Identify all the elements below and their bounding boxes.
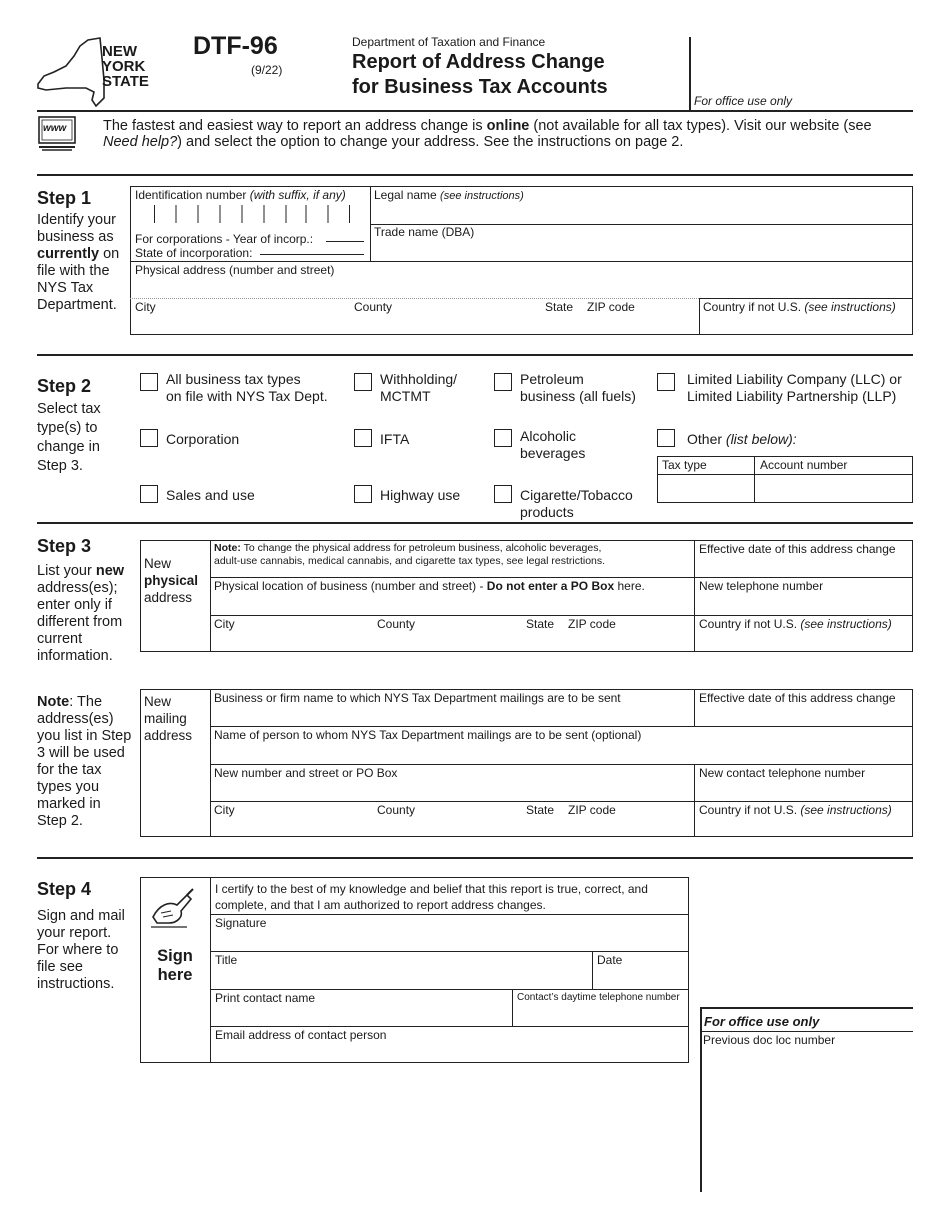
mailing-side-line2: mailing — [144, 711, 187, 726]
step1-title: Step 1 — [37, 188, 92, 208]
step3-note-text: : The address(es) you list in Step 3 will be used for the tax types you marked in Step 2. — [37, 694, 132, 829]
step1-desc-bold: currently — [37, 246, 100, 262]
account-number-field[interactable] — [756, 476, 912, 502]
step1-desc-part1: Identify your business as — [37, 212, 116, 245]
mailing-zip-label: ZIP code — [568, 803, 616, 817]
state-incorp-label: State of incorporation: — [135, 246, 253, 260]
mailing-side-line3: address — [144, 728, 193, 743]
mailing-city-state-zip-field[interactable] — [211, 818, 693, 836]
physical-effective-date-field[interactable] — [696, 557, 912, 576]
highway-use-label: Highway use — [380, 487, 461, 503]
physical-country-label — [699, 617, 892, 631]
online-note-text — [103, 118, 903, 150]
country-label — [703, 300, 896, 314]
legal-name-text: Legal name — [374, 188, 441, 202]
contact-daytime-phone-label: Contact’s daytime telephone number — [517, 992, 680, 1003]
here-line: here — [157, 966, 193, 984]
checkbox-withholding[interactable] — [354, 373, 372, 391]
new-telephone-label: New telephone number — [699, 579, 824, 593]
mailing-effective-date-field[interactable] — [696, 706, 912, 725]
year-incorp-field[interactable] — [326, 241, 364, 242]
mailing-side-line1: New — [144, 694, 172, 709]
business-name-field[interactable] — [211, 706, 693, 725]
mailing-country-text: Country if not U.S. — [699, 803, 801, 817]
petroleum-line2: business (all fuels) — [520, 388, 636, 404]
step2-description: Select tax type(s) to change in Step 3. — [37, 401, 101, 474]
physical-country-field[interactable] — [696, 632, 912, 651]
sign-line: Sign — [157, 947, 193, 965]
office-use-label: For office use only — [694, 94, 793, 108]
checkbox-all-business-tax-types[interactable] — [140, 373, 158, 391]
mailing-country-label — [699, 803, 892, 817]
other-text: Other — [687, 431, 726, 447]
online-note-part2: (not available for all tax types). Visit our website (see — [529, 118, 872, 134]
form-number: DTF-96 — [193, 32, 278, 60]
cigarette-line2: products — [520, 504, 574, 520]
new-telephone-field[interactable] — [696, 594, 912, 614]
contact-telephone-field[interactable] — [696, 781, 912, 800]
mailing-city-label: City — [214, 803, 235, 817]
tax-type-header: Tax type — [662, 458, 707, 472]
physical-country-italic: (see instructions) — [800, 617, 892, 631]
physical-state-label: State — [526, 617, 555, 631]
online-note-part3: ) and select the option to change your address. See the instructions on page 2. — [177, 134, 684, 150]
checkbox-sales-and-use[interactable] — [140, 485, 158, 503]
sales-and-use-label: Sales and use — [166, 487, 255, 503]
department-name: Department of Taxation and Finance — [352, 35, 546, 49]
hand-signing-icon — [147, 887, 197, 931]
mailing-county-label: County — [377, 803, 416, 817]
physical-location-part2: here. — [614, 579, 645, 593]
office-use-box-title: For office use only — [704, 1014, 820, 1029]
mailing-street-label: New number and street or PO Box — [214, 766, 398, 780]
id-number-boxes[interactable] — [154, 205, 350, 223]
tax-type-field[interactable] — [658, 476, 753, 502]
contact-daytime-phone-field[interactable] — [514, 1006, 688, 1025]
county-label: County — [354, 300, 393, 314]
contact-telephone-label: New contact telephone number — [699, 766, 866, 780]
physical-location-field[interactable] — [211, 594, 693, 614]
country-italic: (see instructions) — [804, 300, 896, 314]
step3-desc-part2: address(es); enter only if different from current information. — [37, 580, 123, 664]
alcoholic-line2: beverages — [520, 445, 586, 461]
step3-note-title: Note — [37, 694, 70, 710]
corporation-label: Corporation — [166, 431, 240, 447]
business-name-label: Business or firm name to which NYS Tax Department mailings are to be sent — [214, 691, 621, 705]
legal-name-label — [374, 188, 524, 203]
new-mailing-side-label — [144, 693, 192, 744]
step3-note — [37, 694, 133, 830]
person-name-label: Name of person to whom NYS Tax Department mailings are to be sent (optional) — [214, 728, 642, 742]
print-contact-name-field[interactable] — [211, 1006, 511, 1025]
physical-county-label: County — [377, 617, 416, 631]
other-italic: (list below): — [725, 431, 797, 447]
title-field[interactable] — [211, 968, 591, 988]
logo-line-2: YORK — [102, 58, 146, 75]
physical-note-bold: Note: — [214, 542, 241, 554]
date-field[interactable] — [594, 968, 688, 988]
sign-here-label — [140, 947, 210, 985]
checkbox-ifta[interactable] — [354, 429, 372, 447]
physical-city-label: City — [214, 617, 235, 631]
trade-name-field[interactable] — [371, 240, 911, 260]
physical-city-state-zip-field[interactable] — [211, 632, 693, 651]
withholding-label — [380, 371, 457, 405]
withholding-line1: Withholding/ — [380, 371, 458, 387]
signature-label: Signature — [215, 916, 267, 930]
date-label: Date — [597, 953, 623, 967]
checkbox-llc[interactable] — [657, 373, 675, 391]
mailing-effective-date-label: Effective date of this address change — [699, 691, 896, 705]
certification-line1: I certify to the best of my knowledge and belief that this report is true, correct, and — [215, 882, 648, 896]
physical-side-line1: New — [144, 556, 172, 571]
country-field[interactable] — [700, 315, 912, 334]
email-label: Email address of contact person — [215, 1028, 387, 1042]
mailing-street-field[interactable] — [211, 781, 693, 800]
physical-address-field[interactable] — [131, 278, 911, 297]
mailing-country-italic: (see instructions) — [800, 803, 892, 817]
petroleum-line1: Petroleum — [520, 371, 584, 387]
zip-label: ZIP code — [587, 300, 635, 314]
www-label: www — [43, 123, 67, 134]
physical-effective-date-label: Effective date of this address change — [699, 542, 896, 556]
city-label: City — [135, 300, 156, 314]
checkbox-petroleum[interactable] — [494, 373, 512, 391]
step1-desc-part2: on file with the NYS Tax Department. — [37, 246, 120, 313]
id-number-italic: (with suffix, if any) — [249, 188, 346, 202]
checkbox-corporation[interactable] — [140, 429, 158, 447]
city-county-state-zip-field[interactable] — [131, 315, 698, 334]
legal-name-italic: (see instructions) — [440, 190, 524, 202]
checkbox-highway-use[interactable] — [354, 485, 372, 503]
step3-desc-part1: List your — [37, 563, 96, 579]
logo-line-3: STATE — [102, 73, 149, 90]
physical-location-part1: Physical location of business (number and street) - — [214, 579, 487, 593]
account-number-header: Account number — [760, 458, 848, 472]
year-incorp-label: For corporations - Year of incorp.: — [135, 232, 314, 246]
other-label — [687, 431, 797, 448]
form-date: (9/22) — [251, 63, 283, 77]
llc-label — [687, 371, 902, 405]
physical-note-line1: To change the physical address for petroleum business, alcoholic beverages, — [240, 542, 602, 554]
physical-side-bold: physical — [144, 573, 199, 588]
physical-country-text: Country if not U.S. — [699, 617, 801, 631]
step2-title: Step 2 — [37, 376, 92, 396]
cigarette-label — [520, 487, 633, 521]
step3-title: Step 3 — [37, 536, 92, 556]
trade-name-label: Trade name (DBA) — [374, 225, 475, 239]
id-number-text: Identification number — [135, 188, 250, 202]
new-physical-side-label — [144, 555, 198, 606]
alcoholic-label — [520, 428, 585, 462]
print-contact-name-label: Print contact name — [215, 991, 316, 1005]
signature-field[interactable] — [211, 931, 688, 950]
mailing-country-field[interactable] — [696, 818, 912, 836]
cigarette-line1: Cigarette/Tobacco — [520, 487, 633, 503]
state-logo — [36, 36, 161, 108]
online-note-part1: The fastest and easiest way to report an address change is — [103, 118, 487, 134]
title-label: Title — [215, 953, 238, 967]
physical-location-bold: Do not enter a PO Box — [486, 579, 615, 593]
all-business-line2: on file with NYS Tax Dept. — [166, 388, 328, 404]
checkbox-cigarette-tobacco[interactable] — [494, 485, 512, 503]
new-york-state-map-icon — [36, 36, 106, 108]
withholding-line2: MCTMT — [380, 388, 431, 404]
state-label: State — [545, 300, 574, 314]
step3-desc-bold: new — [95, 563, 125, 579]
physical-note-line2: adult-use cannabis, medical cannabis, and cigarette tax types, see legal restrictions. — [214, 555, 606, 567]
id-number-label — [135, 188, 346, 202]
certification-line2: complete, and that I am authorized to report address changes. — [215, 898, 546, 912]
all-business-label — [166, 371, 328, 405]
computer-www-icon — [38, 116, 76, 152]
step4-description: Sign and mail your report. For where to file see instructions. — [37, 908, 125, 992]
checkbox-other[interactable] — [657, 429, 675, 447]
legal-name-field[interactable] — [371, 203, 911, 223]
physical-zip-label: ZIP code — [568, 617, 616, 631]
physical-note — [214, 542, 605, 568]
online-note-bold: online — [486, 118, 530, 134]
mailing-state-label: State — [526, 803, 555, 817]
form-title-line2: for Business Tax Accounts — [352, 76, 608, 98]
step1-description — [37, 212, 129, 314]
form-title-line1: Report of Address Change — [352, 51, 605, 73]
alcoholic-line1: Alcoholic — [520, 428, 577, 444]
physical-side-line3: address — [144, 590, 193, 605]
person-name-field[interactable] — [211, 743, 912, 763]
ifta-label: IFTA — [380, 431, 410, 447]
step3-description — [37, 563, 133, 665]
online-note-italic: Need help? — [103, 134, 178, 150]
previous-doc-loc-label: Previous doc loc number — [703, 1033, 836, 1047]
logo-line-1: NEW — [102, 43, 137, 60]
certification-text — [215, 881, 648, 913]
checkbox-alcoholic-beverages[interactable] — [494, 429, 512, 447]
email-field[interactable] — [211, 1043, 688, 1062]
country-text: Country if not U.S. — [703, 300, 805, 314]
llc-line1: Limited Liability Company (LLC) or — [687, 371, 902, 387]
petroleum-label — [520, 371, 636, 405]
all-business-line1: All business tax types — [166, 371, 301, 387]
step4-title: Step 4 — [37, 879, 92, 899]
llc-line2: Limited Liability Partnership (LLP) — [687, 388, 897, 404]
physical-location-label — [214, 579, 645, 593]
physical-address-label: Physical address (number and street) — [135, 263, 335, 277]
state-incorp-field[interactable] — [260, 254, 364, 255]
